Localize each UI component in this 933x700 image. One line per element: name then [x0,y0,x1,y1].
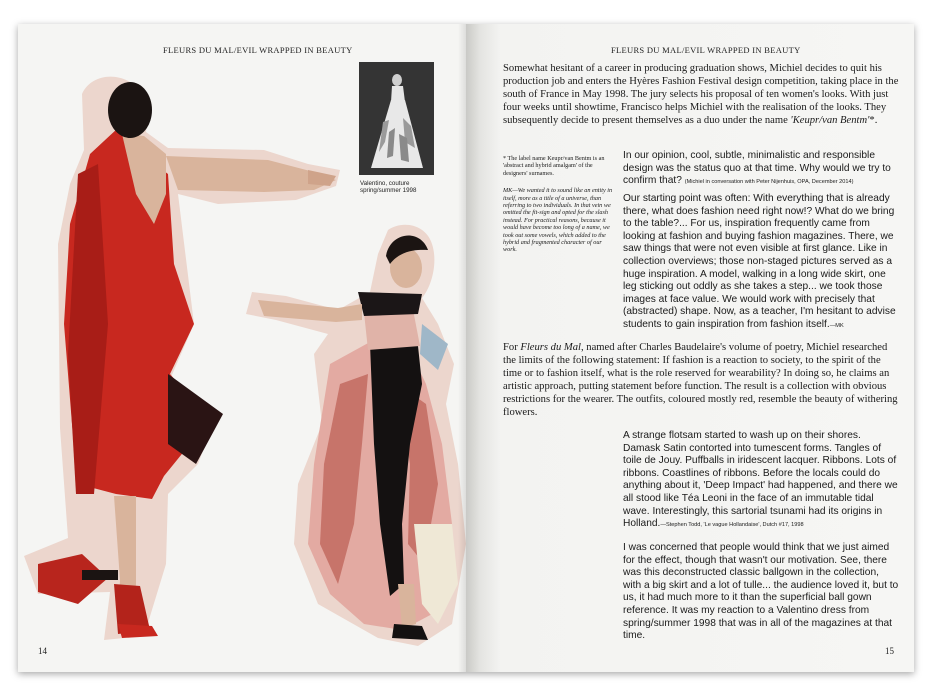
folio-left: 14 [38,646,47,656]
quote-opinion-text: In our opinion, cool, subtle, minimalistic and responsible design was the status quo at that time. Why would we try to confirm that? [623,150,891,187]
quote-starting-point-text: Our starting point was often: With everything that is already there, what does fashion need right now!? What do we bring to the table?... For us, inspiration frequently came from looking at fashion and buying fashion magazines. There, we saw things that were not even visible at first glance. Like in collection overviews; those non-staged pictures served as a huge inspiration. A model, walking in a long wide skirt, one leg sticking out oddly as she takes a step... we took those images at face value. We would work with precisely that (abstracted) shape. Now, as a teacher, I'm hesitant to advise students to gain inspiration from fashion itself. [623,193,896,330]
folio-right: 15 [885,646,894,656]
quote-concern-text: I was concerned that people would think that we just aimed for the effect, though that wasn't our motivation. See, there was this deconstructed classic ballgown in the collection, with a big skirt and a lot of tulle... the audience loved it, but to us, it had much more to it than the superficial ball gown reference. It was my reaction to a Valentino dress from spring/summer 1998 that was in all of the magazines at that time. [623,542,899,642]
quote-concern [623,542,899,643]
quote-flotsam-source: —Stephen Todd, 'Le vague Hollandaise', Dutch #17, 1998 [660,522,804,529]
caption-line-2: spring/summer 1998 [360,187,417,195]
photo-valentino-gown [359,62,434,175]
para3-a: For [503,342,521,353]
right-page [466,24,914,672]
photo-model-ballgown [246,225,466,646]
para3-b: , named after Charles Baudelaire's volume of poetry, Michiel researched the limits of the following statement: If fashion is a reaction to society, to the spirit of the time or to fashion itself, what is the role reserved for wearability? In doing so, he claims an artistic approach, putting statement before function. The result is a collection with obvious restrictions for the wearer. The outfits, coloured mostly red, resemble the beauty of withering flowers. [503,342,898,418]
footnote-mark: *. [869,115,878,126]
photo-caption [360,180,440,195]
collection-title: Fleurs du Mal [520,342,581,353]
quote-flotsam [623,430,899,531]
intro-text: Somewhat hesitant of a career in producing graduation shows, Michiel decides to quit his production job and enters the Hyères Fashion Festival design competition, taking place in the south of France in May 1998. The jury selects his proposal of ten women's looks. With just four weeks until showtime, Francisco helps Michiel with the realisation of the looks. They subsequently decide to present themselves as a duo under the name [503,63,899,126]
quote-flotsam-text: A strange flotsam started to wash up on their shores. Damask Satin contorted into tumescent forms. Tangles of toile de Jouy. Puffballs in iridescent lacquer. Ribbons. Lots of ribbons. Coastlines of ribbons. Before the locals could do anything about it, 'Deep Impact' had happened, and there we all stood like Téa Leoni in the face of an immutable tidal wave. Interestingly, this sartorial tsunami had its origins in Holland. [623,430,898,530]
running-head-left: FLEURS DU MAL/EVIL WRAPPED IN BEAUTY [163,45,353,55]
side-note-label: * The label name Keupr/van Bentm is an 'abstract and hybrid amalgam' of the designers' surnames. [503,155,605,177]
label-name: 'Keupr/van Bentm' [790,115,870,126]
side-notes [503,155,615,254]
caption-line-1: Valentino, couture [360,180,410,187]
quote-starting-point [623,193,899,332]
photo-model-red-dress [24,77,340,640]
running-head-right: FLEURS DU MAL/EVIL WRAPPED IN BEAUTY [611,45,801,55]
intro-paragraph [503,62,899,127]
quote-opinion-source: (Michiel in conversation with Peter Nijenhuis, OPA, December 2014) [684,179,854,186]
quote-opinion [623,150,899,188]
magazine-spread [18,24,914,672]
quote-starting-point-sign: —MK [829,322,844,329]
fleurs-du-mal-paragraph [503,341,899,419]
side-note-mk: MK—We wanted it to sound like an entity in itself, more as a title of a universe, than referring to two individuals. In that vein we omitted the fit-sign and opted for the slash instead. For practical reasons, because it would have become too long of a name, we took out some vowels, which added to the hybrid and fragmented character of our work. [503,187,613,254]
